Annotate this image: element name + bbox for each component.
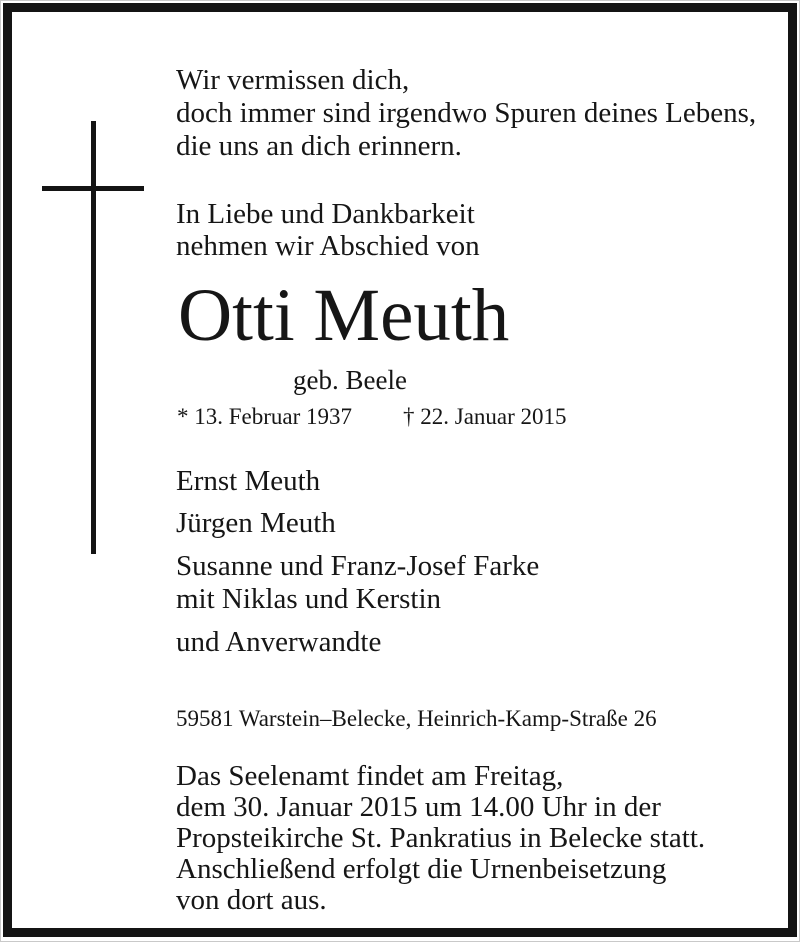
funeral-service-info (176, 761, 705, 916)
intro-line: nehmen wir Abschied von (176, 230, 480, 262)
mourner-name-continuation: mit Niklas und Kerstin (176, 583, 442, 615)
intro-line: In Liebe und Dankbarkeit (176, 198, 475, 230)
family-address: 59581 Warstein–Belecke, Heinrich-Kamp-Straße 26 (176, 706, 657, 731)
mourner-name: Jürgen Meuth (176, 507, 336, 539)
epigraph-line: die uns an dich erinnern. (176, 130, 462, 162)
service-info-line: von dort aus. (176, 884, 327, 916)
service-info-line: Anschließend erfolgt die Urnenbeisetzung (176, 853, 667, 885)
cross-horizontal-bar (42, 186, 144, 191)
epigraph-verse (176, 64, 756, 163)
maiden-name: geb. Beele (293, 365, 407, 395)
epigraph-line: doch immer sind irgendwo Spuren deines Lebens, (176, 97, 757, 129)
service-info-line: Propsteikirche St. Pankratius in Belecke statt. (176, 822, 706, 854)
mourner-name: Susanne und Franz-Josef Farke (176, 550, 540, 582)
deceased-name: Otti Meuth (178, 274, 510, 357)
intro-text (176, 198, 480, 262)
mourner-name: Ernst Meuth (176, 465, 321, 497)
mourner-name: und Anverwandte (176, 626, 382, 658)
service-info-line: Das Seelenamt findet am Freitag, (176, 760, 564, 792)
epigraph-line: Wir vermissen dich, (176, 64, 410, 96)
death-date: † 22. Januar 2015 (403, 404, 567, 429)
service-info-line: dem 30. Januar 2015 um 14.00 Uhr in der (176, 791, 661, 823)
birth-date: * 13. Februar 1937 (177, 404, 353, 429)
mourner-name-group (176, 550, 539, 616)
life-dates (177, 404, 567, 430)
